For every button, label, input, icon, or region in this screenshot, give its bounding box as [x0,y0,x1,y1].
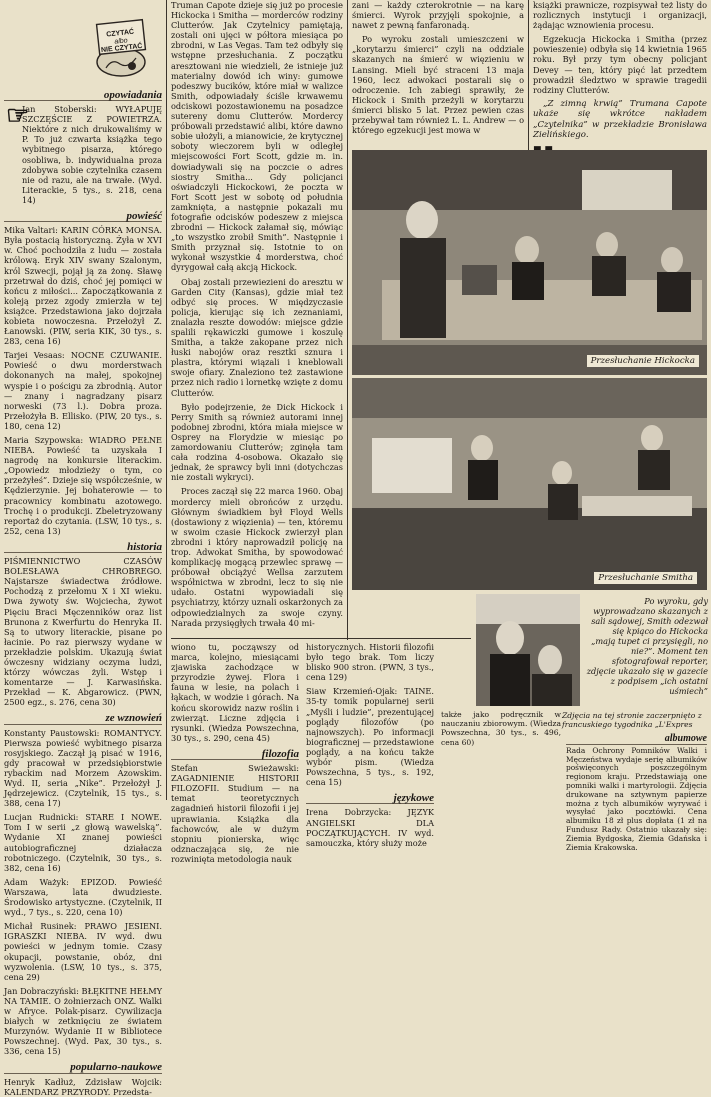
article-column-middle [171,0,343,640]
article-paragraph-6: Po wyroku zostali umieszczeni w „korytarzu śmierci” czyli na oddziale skazanych na śmierć w więzieniu w Lansing. Mieli być straceni 13 maja 1960, lecz adwokaci postarali się o odroczenie. Ich zabiegi sprawiły, że Hickock i Smith przeżyli w korytarzu śmierci blisko 5 lat. Przez pewien czas przebywał tam również L. L. Andrew — o którego egzekucji jest mowa w [352,34,524,136]
article-paragraph-3: Było podejrzenie, że Dick Hickock i Perry Smith są również autorami innej podobnej zbrodni, która miała miejsce w Osprey na Florydzie w miesiąc po zamordowaniu Clutterów; zginęła tam cała rodzina 4-osobowa. Okazało się jednak, że sprawcy byli inni (dotychczas nie zostali wykryci). [171,401,343,483]
article-column-right [352,0,524,146]
review-jan-stoberski: Jan Stoberski: WYŁAPUJĘ SZCZĘŚCIE Z POWIETRZA. Niektóre z nich drukowaliśmy w P. To już czwarta książka tego wybitnego pisarza, którego osobliwa, b. indywidualna proza zdobywa sobie czytelnika czasem nie od razu, ale na trwałe. (Wyd. Literackie, 5 tys., s. 218, cena 14) [22,104,162,205]
section-opowiadania: opowiadania [4,90,162,101]
badge-line-3: NIE CZYTAĆ [100,42,143,55]
bottom-kalendarz-continued: wiono tu, począwszy od marca, kolejno, miesiącami zjawiska zachodzące w przyrodzie żywej. Flora i fauna w lesie, na polach i łąkach, w wodzie i górach. Na końcu skorowidz nazw roślin i zwierząt. Liczne zdjęcia i rysunki. (Wiedza Powszechna, 30 tys., s. 290, cena 45) [171,642,299,743]
review-krzemien-ojak: Siaw Krzemień-Ojak: TAINE. 35-ty tomik popularnej serii „Myśli i ludzie”, prezentującej poglądy filozofów (po najnowszych). Po informacji biograficznej — przedstawione poglądy, a na końcu także wybór pism. (Wiedza Powszechna, 5 tys., s. 192, cena 15) [306,686,434,788]
review-pismiennictwo: PIŚMIENNICTWO CZASÓW BOLESŁAWA CHROBREGO. Najstarsze świadectwa źródłowe. Pochodzą z przełomu X i XI wieku. Dwa żywoty św. Wojciecha, żywot Pięciu Braci Męczenników oraz list Brunona z Kwerfurtu do Henryka II. Są to utwory literackie, pisane po łacinie. Po raz pierwszy wydane w przekładzie polskim. Ukazują świat ówczesny widziany oczyma ludzi, którzy wówczas żyli. Wstęp i komentarze — J. Karwasińska. Przekład — K. Abgarowicz. (PWN, 2500 egz., s. 276, cena 30) [4,556,162,708]
photo-smith-image [352,378,707,590]
review-kadluz: Henryk Kadłuż, Zdzisław Wojcik: KALENDARZ PRZYRODY. Przedsta- [4,1076,162,1097]
review-swiezawski-continued: historycznych. Historii filozofii było tego brak. Tom liczy blisko 900 stron. (PWN, 3 tys., cena 129) [306,642,434,683]
photo-last-smile [476,594,580,706]
article-column-far-right [533,0,707,170]
caption-smith: Przesłuchanie Smitha [594,572,697,584]
article-paragraph-4: Proces zaczął się 22 marca 1960. Obaj mordercy mieli obrońców z urzędu. Głównym świadkiem był Floyd Wells (dostawiony z więzienia) — ten, któremu w swoim czasie Hickock zwierzył plan zbrodni i który naprowadził policję na trop. Adwokat Smitha, by spowodować komplikację mogącą przewlec sprawę — próbował obciążyć Wellsa zarzutem współnictwa w zbrodni, lecz to się nie udało. Ostatni wypowiadali się psychiatrzy, którzy uznali oskarżonych za odpowiedzialnych za swoje czyny. Narada przysięgłych trwała 40 mi- [171,486,343,628]
section-historia: historia [4,542,162,553]
article-paragraph-2: Obaj zostali przewiezieni do aresztu w Garden City (Kansas), gdzie miał też odbyć się proces. W międzyczasie policja, kierując się ich zeznaniami, znalazła reszte dowodów: miejsce gdzie spalili rękawiczki gumowe i koszulę Smitha, a także zakopane przez nich łuski nabojów oraz resztki sznura i plastra, którymi wiązali i kneblowali swoje ofiary. Znaleziono też zastawione przez nich radio i lornetkę wzięte z domu Clutterów. [171,276,343,398]
section-albumowe: albumowe [566,735,707,745]
review-rusinek: Michał Rusinek: PRAWO JESIENI. IGRASZKI NIEBA. IV wyd. dwu powieści w jednym tomie. Czasy okupacji, powstanie, obóz, dni wyzwolenia. (LSW, 10 tys., s. 375, cena 29) [4,921,162,982]
review-rudnicki: Lucjan Rudnicki: STARE I NOWE. Tom I w serii „z głową wawelską”. Wydanie XI znanej powieści autobiograficznej działacza robotniczego. (Czytelnik, 30 tys., s. 382, cena 16) [4,812,162,873]
bottom-column-4 [566,733,707,852]
pointing-hand-icon: ☞ [6,100,30,130]
caption-photo-source: Zdjęcia na tej stronie zaczerpnięto z francuskiego tygodnika „L'Expres [562,711,702,730]
photo-hickock-interrogation [352,150,707,375]
column-rule-left [166,0,167,800]
review-paustowski: Konstanty Paustowski: ROMANTYCY. Pierwsza powieść wybitnego pisarza rosyjskiego. Zaczął ją pisać w 1916, gdy pracował w przedsiębiorstwie rybackim nad Morzem Azowskim. Wyd. II, seria „Nike”. Przełożył J. Jędrzejewicz. (Czytelnik, 15 tys., s. 388, cena 17) [4,727,162,809]
bottom-column-1 [171,642,299,864]
column-rule-middle [347,0,348,640]
article-closing-note: „Z zimną krwią” Trumana Capote ukaże się wkrótce nakładem „Czytelnika” w przekładzie Bronisława Zielińskiego. [533,98,707,141]
article-paragraph-7: książki prawnicze, rozpisywał też listy do rozlicznych instytucji i organizacji, żądając wznowienia procesu. [533,0,707,31]
section-popularno-naukowe: popularno-naukowe [4,1062,162,1073]
review-dobraczynski: Jan Dobraczyński: BŁĘKITNE HEŁMY NA TAMIE. O żołnierzach ONZ. Walki w Afryce. Polak-pisarz. Cywilizacja białych w zetknięciu ze światem Murzynów. Wydanie II w Bibliotece Powszechnej. (Wyd. Pax, 30 tys., s. 336, cena 15) [4,985,162,1057]
photo-hickock-image [352,150,707,375]
bottom-column-3 [441,710,561,800]
bottom-section-rule [171,638,471,639]
review-dobrzycka: Irena Dobrzycka: JĘZYK ANGIELSKI DLA POCZĄTKUJĄCYCH. IV wyd. samouczka, który służy może [306,807,434,848]
czytac-albo-nie-czytac-badge [92,16,150,78]
reviews-column [4,84,162,1097]
article-paragraph-1: Truman Capote dzieje się już po procesie Hickocka i Smitha — morderców rodziny Clutterów. Jak Czytelnicy pamiętają, zostali oni ujęci w półtora miesiąca po zbrodni, w Las Vegas. Tam też odbyły się wstępne przesłuchania. Z początku aresztowani nie wiedzieli, że istnieje już materialny dowód ich winy: gumowe podeszwy bucików, które miał w walizce Smith, odpowiadały ściśle krwawemu odciskowi pozostawionemu na posadzce sutereny domu Clutterów. Mordercy próbowali przedstawić alibi, które dawno sobie ułożyli, a mianowicie, że krytycznej soboty wieczorem byli w odległej miejscowości Fort Scott, gdzie m. in. dowiadywali się na poczcie o adres siostry Smitha... Gdy policjanci oświadczyli Hickockowi, że poczta w Fort Scott jest w sobotę od południa zamknięta, a następnie pokazali mu fotografie odcisków podeszew z miejsca zbrodni — Hickock załamał się, mówiąc „to wszystko zrobił Smith”. Następnie i Smith przyznał się. Istotnie to on wykonał wszystkie 4 morderstwa, choć dyrygował całą akcją Hickock. [171,0,343,273]
section-jezykowe: językowe [306,793,434,804]
section-ze-wznowien: ze wznowień [4,713,162,724]
badge-line-1: CZYTAĆ [105,28,135,39]
section-filozofia: filozofia [171,749,299,760]
review-swiezawski: Stefan Swieżawski: ZAGADNIENIE HISTORII FILOZOFII. Studium — na temat teoretycznych zagadnień historii filozofii i jej uprawiania. Książka dla fachowców, ale w dużym stopniu pionierska, więc odznaczająca się, że nie rozwinięta metodologia nauk [171,763,299,864]
bottom-column-2 [306,642,434,848]
badge-line-2: albo [114,36,128,46]
article-paragraph-8: Egzekucja Hickocka i Smitha (przez powieszenie) odbyła się 14 kwietnia 1965 roku. Był przy tym obecny policjant Devey — ten, który pięć lat przedtem prowadził śledztwo w sprawie tragedii rodziny Clutterów. [533,34,707,95]
review-wazyk: Adam Ważyk: EPIZOD. Powieść Warszawa, lata dwudzieste. Środowisko artystyczne. (Czytelnik, II wyd., 7 tys., s. 220, cena 10) [4,876,162,918]
review-maria-szypowska: Maria Szypowska: WIADRO PEŁNE NIEBA. Powieść ta uzyskała I nagrodę na konkursie literackim. „Opowiedz młodzieży o tym, co przeżyłeś”. Dzieje się współcześnie, w Kędzierzynie. Jej bohaterowie — to pracownicy kombinatu azotowego. Trochę i o produkcji. Zbeletryzowany reportaż do czytania. (LSW, 10 tys., s. 252, cena 13) [4,435,162,536]
photo-last-smile-image [476,594,580,706]
review-dobrzycka-continued: także jako podręcznik w nauczaniu zbiorowym. (Wiedza Powszechna, 30 tys., s. 496, cena 60) [441,710,561,747]
caption-last-smile: Po wyroku, gdy wyprowadzano skazanych z sali sądowej, Smith odezwał się kpiąco do Hickocka „mają tupet ci przysięgli, no nie?”. Moment ten sfotografował reporter, zdjęcie ukazało się w gazecie z podpisem „ich ostatni uśmiech” [586,596,708,696]
caption-hickock: Przesłuchanie Hickocka [587,355,699,367]
review-tarjei-vesaas: Tarjei Vesaas: NOCNE CZUWANIE. Powieść o dwu morderstwach dokonanych na małej, spokojnej wyspie i o pościgu za zbrodnią. Autor — znany i nagradzany pisarz norweski (73 l.). Dobra proza. Przełożyła B. Ellisko. (PIW, 20 tys., s. 180, cena 12) [4,350,162,431]
section-powiesc: powieść [4,211,162,222]
article-paragraph-5: zani — każdy czterokrotnie — na karę śmierci. Wyrok przyjęli spokojnie, a nawet z pewną fanfaronadą. [352,0,524,31]
photo-smith-interrogation [352,378,707,590]
column-rule-right [528,0,529,170]
review-mika-valtari: Mika Valtari: KARIN CÓRKA MONSA. Była postacią historyczną. Żyła w XVI w. Choć pochodziła z ludu — została królową. Eryk XIV swany Szalonym, król Szwecji, pojął ją za żonę. Sławę przetrwał do dziś, choć jej pomięci w końcu z miłości... Zapoczątkowania z koleją przez zgody zmierzła w tej książce. Przedstawiona jako dojrzała kobieta nowoczesna. Przełożył Z. Łanowski. (PIW, seria KIK, 30 tys., s. 283, cena 16) [4,225,162,347]
review-albumiki: Rada Ochrony Pomników Walki i Męczeństwa wydaje serię albumików poświęconych poszczególnym regionom kraju. Przedstawiają one pomniki walki i martyrologii. Zdjęcia drukowane na sztywnym papierze można z tych albumików wyrywać i wysyłać jako pocztówki. Cena albumiku 18 zł plus dopłata (1 zł na Fundusz Rady. Ostatnio ukazały się: Ziemia Bydgoska, Ziemia Gdańska i Ziemia Krakowska. [566,745,707,852]
